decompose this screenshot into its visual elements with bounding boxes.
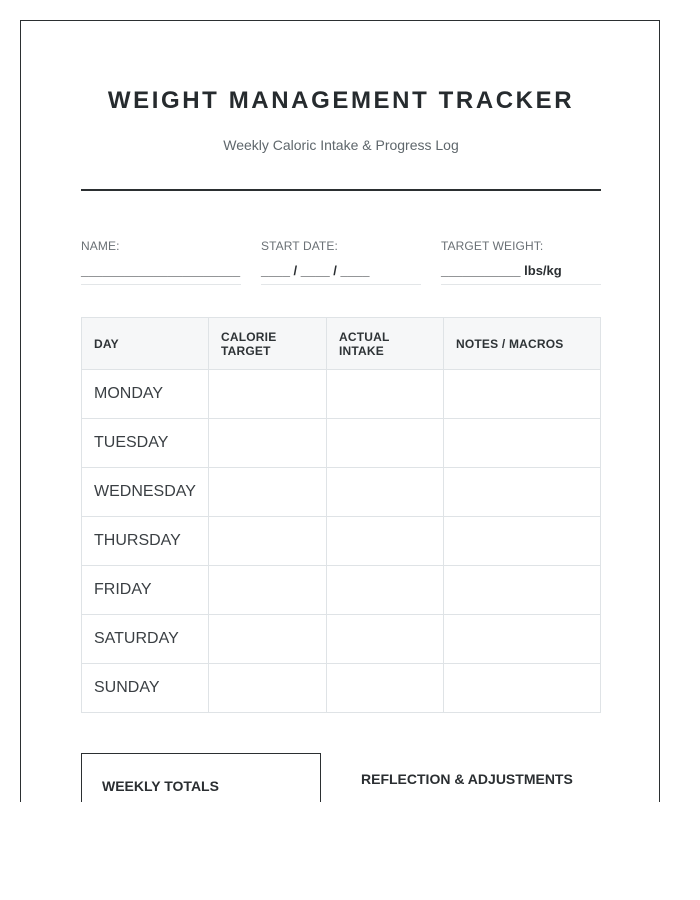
- start-date-input-line[interactable]: ____ / ____ / ____: [261, 263, 421, 285]
- day-cell: SUNDAY: [82, 664, 209, 713]
- weekly-totals-heading: WEEKLY TOTALS: [102, 778, 219, 794]
- start-date-label: START DATE:: [261, 239, 338, 253]
- table-row: [82, 517, 601, 566]
- actual-intake-cell[interactable]: [327, 468, 444, 517]
- table-row: [82, 664, 601, 713]
- target-weight-label: TARGET WEIGHT:: [441, 239, 544, 253]
- name-field[interactable]: [81, 239, 241, 285]
- day-cell: SATURDAY: [82, 615, 209, 664]
- tracker-page: [20, 20, 660, 802]
- table-row: [82, 370, 601, 419]
- table-header-row: [82, 318, 601, 370]
- day-cell: THURSDAY: [82, 517, 209, 566]
- actual-intake-cell[interactable]: [327, 370, 444, 419]
- calorie-target-cell[interactable]: [209, 566, 327, 615]
- weekly-log-table: [81, 317, 601, 713]
- actual-intake-cell[interactable]: [327, 664, 444, 713]
- start-date-field[interactable]: [261, 239, 421, 285]
- column-header-actual-intake: ACTUAL INTAKE: [327, 318, 444, 370]
- day-cell: FRIDAY: [82, 566, 209, 615]
- name-input-line[interactable]: ______________________: [81, 263, 241, 285]
- header-divider: [81, 189, 601, 191]
- table-row: [82, 566, 601, 615]
- target-weight-field[interactable]: [441, 239, 601, 285]
- column-header-calorie-target: CALORIE TARGET: [209, 318, 327, 370]
- target-weight-input-line[interactable]: ___________ lbs/kg: [441, 263, 601, 285]
- actual-intake-cell[interactable]: [327, 419, 444, 468]
- calorie-target-cell[interactable]: [209, 664, 327, 713]
- notes-cell[interactable]: [444, 517, 601, 566]
- table-row: [82, 419, 601, 468]
- calorie-target-cell[interactable]: [209, 468, 327, 517]
- page-title: WEIGHT MANAGEMENT TRACKER: [107, 87, 575, 114]
- notes-cell[interactable]: [444, 664, 601, 713]
- table-row: [82, 468, 601, 517]
- column-header-day: DAY: [82, 318, 209, 370]
- actual-intake-cell[interactable]: [327, 517, 444, 566]
- day-cell: TUESDAY: [82, 419, 209, 468]
- actual-intake-cell[interactable]: [327, 566, 444, 615]
- notes-cell[interactable]: [444, 370, 601, 419]
- calorie-target-cell[interactable]: [209, 615, 327, 664]
- column-header-notes-macros: NOTES / MACROS: [444, 318, 601, 370]
- weekly-totals-box: [81, 753, 321, 802]
- day-cell: WEDNESDAY: [82, 468, 209, 517]
- calorie-target-cell[interactable]: [209, 517, 327, 566]
- day-cell: MONDAY: [82, 370, 209, 419]
- calorie-target-cell[interactable]: [209, 370, 327, 419]
- page-subtitle: Weekly Caloric Intake & Progress Log: [223, 137, 459, 153]
- notes-cell[interactable]: [444, 615, 601, 664]
- table-row: [82, 615, 601, 664]
- calorie-target-cell[interactable]: [209, 419, 327, 468]
- name-label: NAME:: [81, 239, 120, 253]
- notes-cell[interactable]: [444, 419, 601, 468]
- reflection-heading: REFLECTION & ADJUSTMENTS: [361, 771, 573, 787]
- notes-cell[interactable]: [444, 566, 601, 615]
- actual-intake-cell[interactable]: [327, 615, 444, 664]
- notes-cell[interactable]: [444, 468, 601, 517]
